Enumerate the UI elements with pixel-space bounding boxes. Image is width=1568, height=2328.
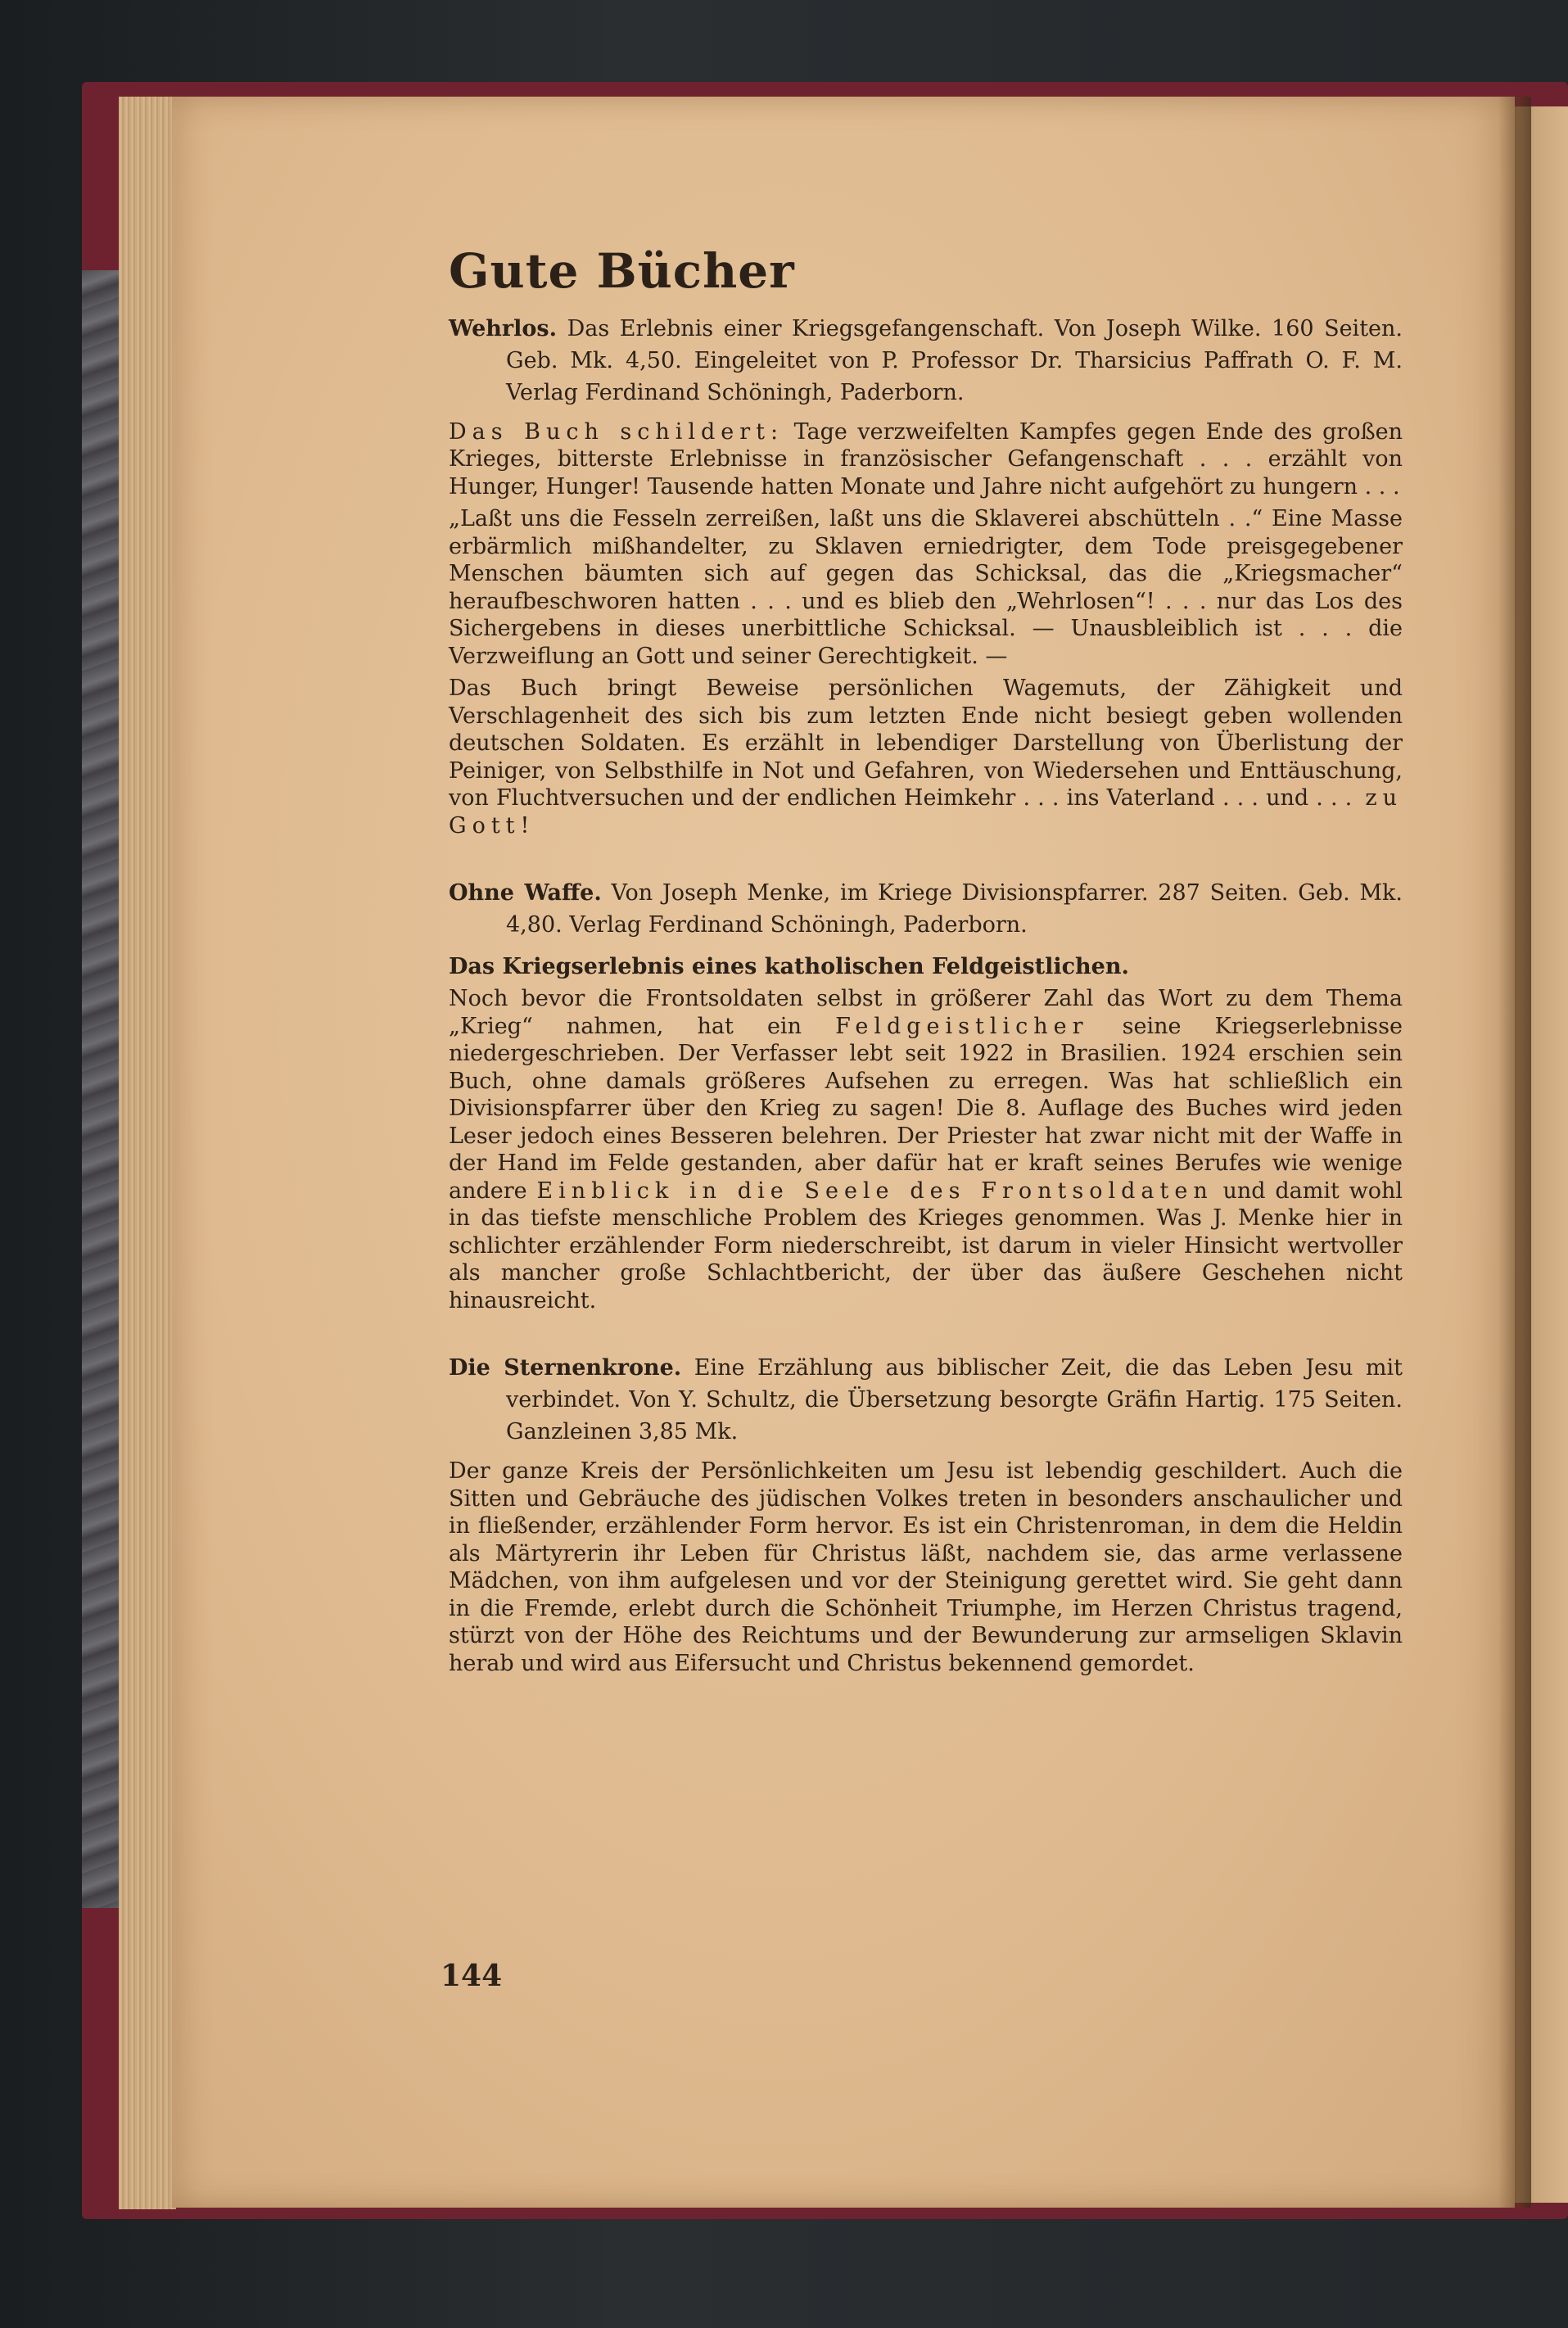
entry-biblio-text: Das Erlebnis einer Kriegsgefangenschaft. Von Joseph Wilke. 160 Seiten. Geb. Mk. 4,50. Eingeleitet von P. Professor Dr. Tharsicius Paffrath O. F. M. Verlag Ferdinand Schöningh, Paderborn.: [506, 315, 1403, 405]
paragraph-text: seine Kriegserlebnisse niedergeschrieben. Der Verfasser lebt seit 1922 in Brasilien. 1924 erschien sein Buch, ohne damals größeres Aufsehen zu erregen. Was hat schließlich ein Divisionspfarrer über den Krieg zu sagen! Die 8. Auflage des Buches wird jeden Leser jedoch eines Besseren belehren. Der Priester hat zwar nicht mit der Waffe in der Hand im Felde gestanden, aber dafür hat er kraft seines Berufes wie wenige andere: [449, 1013, 1403, 1204]
spaced-emphasis: Einblick in die Seele des Frontsoldaten: [536, 1178, 1213, 1204]
paragraph-text: und damit wohl in das tiefste menschliche Problem des Krieges genommen. Was J. Menke hier in schlichter erzählender Form niederschreibt, ist darum in vieler Hinsicht wertvoller als mancher große Schlachtbericht, der über das äußere Geschehen nicht hinausreicht.: [449, 1178, 1403, 1313]
entry-paragraph: [449, 418, 1403, 501]
page-number: 144: [441, 1959, 503, 1993]
entry-title: Ohne Waffe.: [449, 880, 602, 906]
entry-paragraph: Der ganze Kreis der Persönlichkeiten um Jesu ist lebendig geschildert. Auch die Sitten und Gebräuche des jüdischen Volkes treten in besonders anschaulicher und in fließender, erzählender Form hervor. Es ist ein Christenroman, in dem die Heldin als Märtyrerin ihr Leben für Christus läßt, nachdem sie, das arme verlassene Mädchen, von ihm aufgelesen und vor der Steinigung gerettet wird. Sie geht dann in die Fremde, erlebt durch die Schönheit Triumphe, im Herzen Christus tragend, stürzt von der Höhe des Reichtums und der Bewunderung zur armseligen Sklavin herab und wird aus Eifersucht und Christus bekennend gemordet.: [449, 1458, 1403, 1676]
entry-bibliography: [449, 313, 1403, 409]
book-entry-sternenkrone: [449, 1352, 1403, 1677]
spaced-lead: Das Buch schildert:: [449, 418, 784, 445]
entry-bibliography: [449, 1352, 1403, 1448]
entry-biblio-text: Von Joseph Menke, im Kriege Divisionspfarrer. 287 Seiten. Geb. Mk. 4,80. Verlag Ferdinand Schöningh, Paderborn.: [506, 880, 1403, 938]
book-entry-wehrlos: [449, 313, 1403, 840]
paragraph-text: Das Buch bringt Beweise persönlichen Wagemuts, der Zähigkeit und Verschlagenheit des sich bis zum letzten Ende nicht besiegt geben wollenden deutschen Soldaten. Es erzählt in lebendiger Darstellung von Überlistung der Peiniger, von Selbsthilfe in Not und Gefahren, von Wiedersehen und Enttäuschung, von Fluchtversuchen und der endlichen Heimkehr . . . ins Vaterland . . . und . . .: [449, 676, 1403, 811]
paragraph-text: Noch bevor die Frontsoldaten selbst in größerer Zahl das Wort zu dem Thema „Krieg“ nahmen, hat ein: [449, 986, 1403, 1039]
entry-paragraph: „Laßt uns die Fesseln zerreißen, laßt uns die Sklaverei abschütteln . .“ Eine Masse erbärmlich mißhandelter, zu Sklaven erniedrigter, dem Tode preisgegebener Menschen bäumten sich auf gegen das Schicksal, das die „Kriegsmacher“ heraufbeschworen hatten . . . und es blieb den „Wehrlosen“! . . . nur das Los des Sichergebens in dieses unerbittliche Schicksal. — Unausbleiblich ist . . . die Verzweiflung an Gott und seiner Gerechtigkeit. —: [449, 506, 1403, 669]
page-gutter-shadow: [1498, 97, 1531, 2208]
entry-biblio-text: Eine Erzählung aus biblischer Zeit, die das Leben Jesu mit verbindet. Von Y. Schultz, die Übersetzung besorgte Gräfin Hartig. 175 Seiten. Ganzleinen 3,85 Mk.: [506, 1355, 1403, 1445]
entry-bibliography: [449, 877, 1403, 941]
page-heading: Gute Bücher: [449, 243, 795, 299]
page-text: [449, 243, 1403, 1677]
spaced-emphasis: Feldgeistlicher: [835, 1013, 1089, 1039]
book-entry-ohne-waffe: [449, 877, 1403, 1314]
paragraph-text: Tage verzweifelten Kampfes gegen Ende des großen Krieges, bitterste Erlebnisse in französischer Gefangenschaft . . . erzählt von Hunger, Hunger! Tausende hatten Monate und Jahre nicht aufgehört zu hungern . . .: [449, 418, 1403, 500]
entry-subheading: Das Kriegserlebnis eines katholischen Feldgeistlichen.: [449, 954, 1129, 980]
entry-title: Wehrlos.: [449, 315, 558, 341]
spaced-emphasis: zu Gott!: [449, 785, 1403, 839]
entry-paragraph: [449, 985, 1403, 1314]
entry-title: Die Sternenkrone.: [449, 1355, 682, 1381]
page-stack-edges: [119, 97, 176, 2209]
entry-paragraph: [449, 675, 1403, 839]
